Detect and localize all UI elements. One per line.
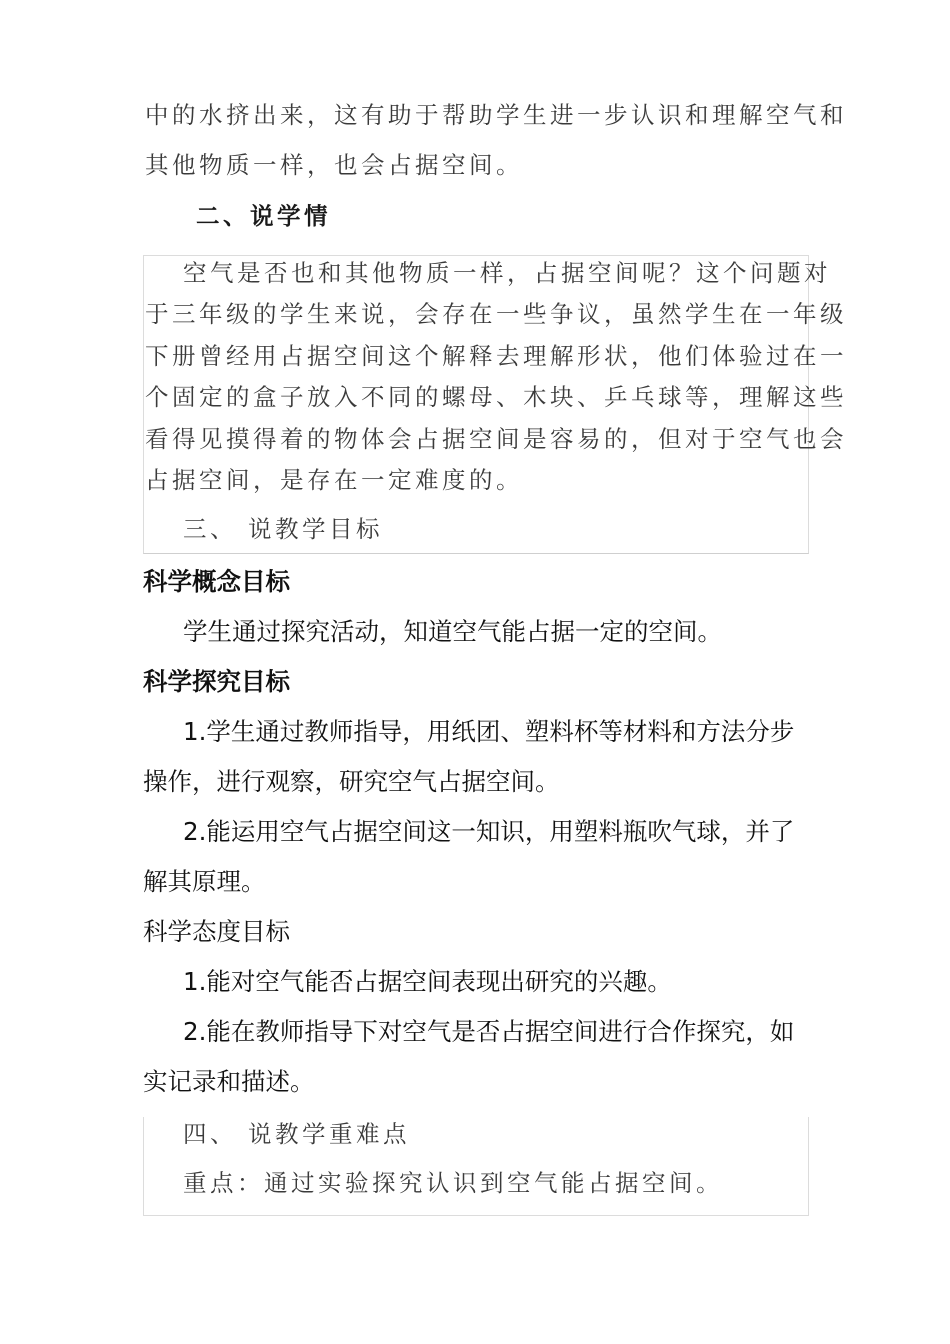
learning-situation-line: 空气是否也和其他物质一样，占据空间呢？这个问题对 [183,259,831,287]
learning-situation-line: 看得见摸得着的物体会占据空间是容易的，但对于空气也会 [145,425,847,453]
concept-goal-title: 科学概念目标 [143,567,290,596]
section-heading-teaching-goals: 三、 说教学目标 [183,515,383,543]
inquiry-goal-item-1-cont: 操作，进行观察，研究空气占据空间。 [143,767,560,796]
learning-situation-line: 占据空间，是存在一定难度的。 [145,466,523,494]
inquiry-goal-item-1: 1.学生通过教师指导，用纸团、塑料杯等材料和方法分步 [183,717,795,746]
intro-line-2: 其他物质一样，也会占据空间。 [145,151,523,179]
attitude-goal-item-2: 2.能在教师指导下对空气是否占据空间进行合作探究，如 [183,1017,795,1046]
concept-goal-text: 学生通过探究活动，知道空气能占据一定的空间。 [183,617,722,646]
intro-line-1: 中的水挤出来，这有助于帮助学生进一步认识和理解空气和 [145,101,847,129]
attitude-goal-item-2-cont: 实记录和描述。 [143,1067,315,1096]
inquiry-goal-item-2: 2.能运用空气占据空间这一知识，用塑料瓶吹气球，并了 [183,817,795,846]
key-point-text: 重点：通过实验探究认识到空气能占据空间。 [183,1169,723,1197]
attitude-goal-item-1: 1.能对空气能否占据空间表现出研究的兴趣。 [183,967,672,996]
inquiry-goal-item-2-cont: 解其原理。 [143,867,266,896]
section-heading-learning-situation: 二、说学情 [196,202,331,230]
learning-situation-line: 下册曾经用占据空间这个解释去理解形状，他们体验过在一 [145,342,847,370]
learning-situation-line: 于三年级的学生来说，会存在一些争议，虽然学生在一年级 [145,300,847,328]
attitude-goal-title: 科学态度目标 [143,917,290,946]
inquiry-goal-title: 科学探究目标 [143,667,290,696]
section-heading-key-points: 四、 说教学重难点 [183,1120,410,1148]
learning-situation-line: 个固定的盒子放入不同的螺母、木块、乒乓球等，理解这些 [145,383,847,411]
